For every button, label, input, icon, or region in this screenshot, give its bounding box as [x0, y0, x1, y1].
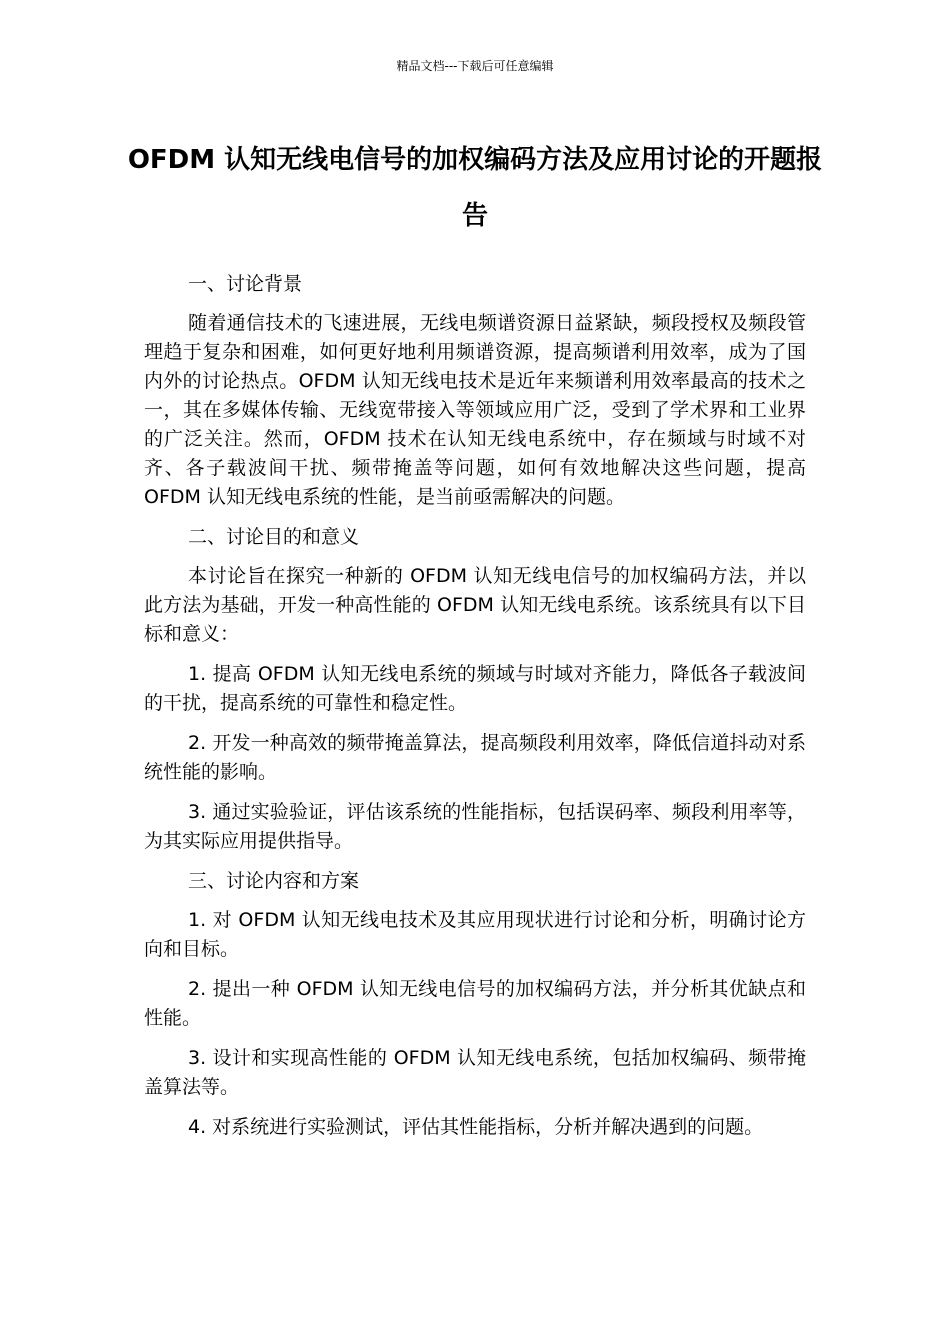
- content-item-3: 3. 设计和实现高性能的 OFDM 认知无线电系统，包括加权编码、频带掩盖算法等。: [144, 1047, 806, 1098]
- content-item-2: 2. 提出一种 OFDM 认知无线电信号的加权编码方法，并分析其优缺点和性能。: [144, 978, 806, 1029]
- purpose-item-1: 1. 提高 OFDM 认知无线电系统的频域与时域对齐能力，降低各子载波间的干扰，提高系统的可靠性和稳定性。: [144, 663, 806, 714]
- header-note: 精品文档---下载后可任意编辑: [396, 59, 554, 73]
- purpose-item-2: 2. 开发一种高效的频带掩盖算法，提高频段利用效率，降低信道抖动对系统性能的影响。: [144, 732, 806, 783]
- purpose-item-3: 3. 通过实验验证，评估该系统的性能指标，包括误码率、频段利用率等，为其实际应用提供指导。: [144, 801, 806, 852]
- purpose-intro-paragraph: 本讨论旨在探究一种新的 OFDM 认知无线电信号的加权编码方法，并以此方法为基础，开发一种高性能的 OFDM 认知无线电系统。该系统具有以下目标和意义：: [144, 565, 806, 645]
- document-body: [144, 270, 806, 1153]
- section-heading-purpose: 二、讨论目的和意义: [188, 526, 360, 548]
- content-item-1: 1. 对 OFDM 认知无线电技术及其应用现状进行讨论和分析，明确讨论方向和目标。: [144, 909, 806, 960]
- background-paragraph: 随着通信技术的飞速进展，无线电频谱资源日益紧缺，频段授权及频段管理趋于复杂和困难，如何更好地利用频谱资源，提高频谱利用效率，成为了国内外的讨论热点。OFDM 认知无线电技术是近年来频谱利用效率最高的技术之一，其在多媒体传输、无线宽带接入等领域应用广泛，受到了学术界和工业界的广泛关注。然而，OFDM 技术在认知无线电系统中，存在频域与时域不对齐、各子载波间干扰、频带掩盖等问题，如何有效地解决这些问题，提高 OFDM 认知无线电系统的性能，是当前亟需解决的问题。: [144, 312, 806, 508]
- section-heading-background: 一、讨论背景: [188, 273, 303, 295]
- document-title: OFDM 认知无线电信号的加权编码方法及应用讨论的开题报告: [127, 145, 823, 231]
- section-heading-content: 三、讨论内容和方案: [188, 870, 360, 892]
- content-item-4: 4. 对系统进行实验测试，评估其性能指标，分析并解决遇到的问题。: [188, 1116, 764, 1138]
